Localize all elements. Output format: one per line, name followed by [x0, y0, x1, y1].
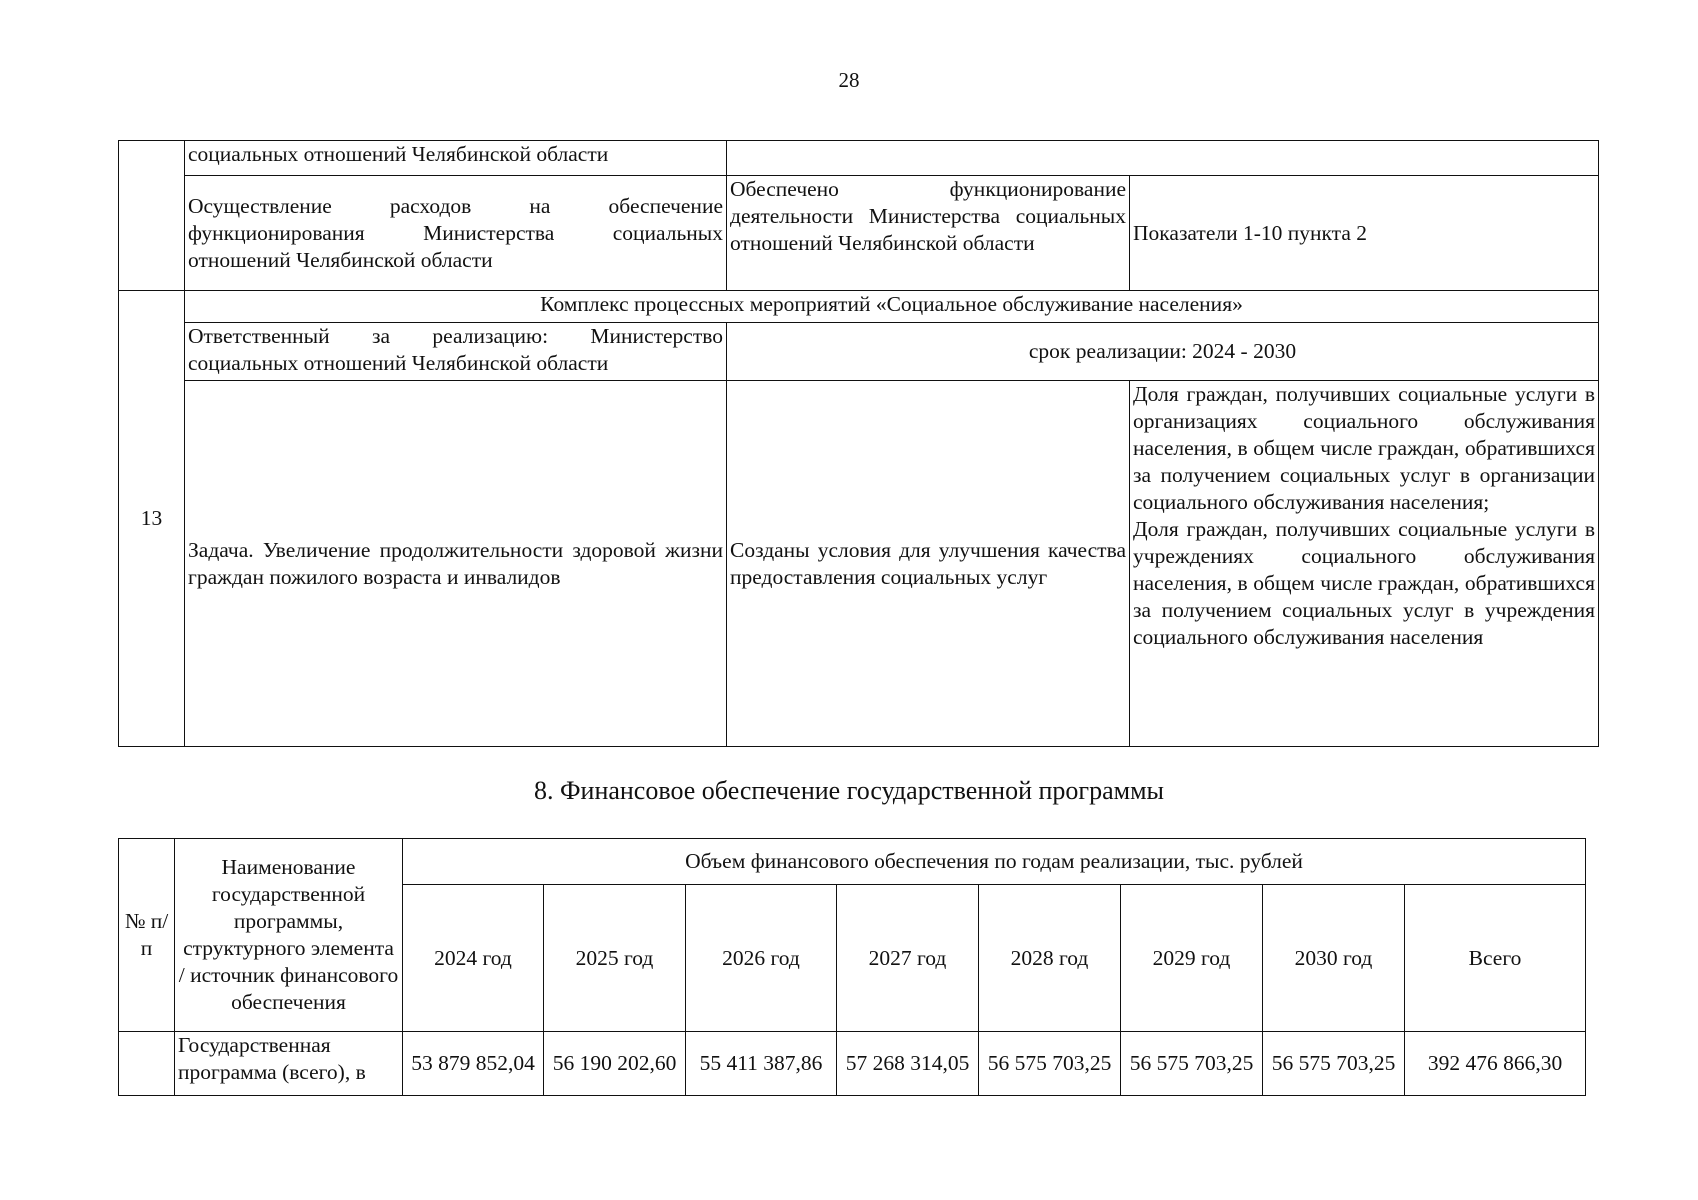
complex-title: Комплекс процессных мероприятий «Социальное обслуживание населения» — [185, 291, 1599, 323]
result-functioning: Обеспечено функционирование деятельности Министерства социальных отношений Челябинской области — [727, 176, 1130, 291]
header-year-2025: 2025 год — [544, 885, 686, 1032]
responsible-continuation: социальных отношений Челябинской области — [185, 141, 727, 176]
page-number: 28 — [838, 68, 860, 92]
program-row-number — [119, 1032, 175, 1096]
row-number-cell — [119, 141, 185, 291]
value-2024: 53 879 852,04 — [403, 1032, 544, 1096]
header-number: № п/п — [119, 839, 175, 1032]
header-year-2029: 2029 год — [1121, 885, 1263, 1032]
value-2030: 56 575 703,25 — [1263, 1032, 1405, 1096]
implementation-term: срок реализации: 2024 - 2030 — [727, 323, 1599, 381]
section-heading: 8. Финансовое обеспечение государственной программы — [533, 776, 1165, 805]
value-2029: 56 575 703,25 — [1121, 1032, 1263, 1096]
indicators-cell — [1130, 381, 1599, 747]
program-row-name: Государственная программа (всего), в — [175, 1032, 403, 1096]
expected-result: Созданы условия для улучшения качества предоставления социальных услуг — [727, 381, 1130, 747]
header-volume: Объем финансового обеспечения по годам реализации, тыс. рублей — [403, 839, 1586, 885]
header-total: Всего — [1405, 885, 1586, 1032]
empty-cell — [727, 141, 1599, 176]
value-2026: 55 411 387,86 — [686, 1032, 837, 1096]
value-2025: 56 190 202,60 — [544, 1032, 686, 1096]
indicator-institutions: Доля граждан, получивших социальные услуги в учреждениях социального обслуживания населения, в общем числе граждан, обратившихся за получением социальных услуг в учреждения социального обслуживания населения — [1133, 517, 1595, 649]
header-year-2024: 2024 год — [403, 885, 544, 1032]
header-year-2030: 2030 год — [1263, 885, 1405, 1032]
financing-table — [118, 838, 1586, 1096]
header-year-2026: 2026 год — [686, 885, 837, 1032]
value-2027: 57 268 314,05 — [837, 1032, 979, 1096]
value-total: 392 476 866,30 — [1405, 1032, 1586, 1096]
header-year-2027: 2027 год — [837, 885, 979, 1032]
indicator-organizations: Доля граждан, получивших социальные услуги в организациях социального обслуживания населения, в общем числе граждан, обратившихся за получением социальных услуг в организации социального обслуживания населения; — [1133, 382, 1595, 514]
header-program-name: Наименование государственной программы, структурного элемента / источник финансового обеспечения — [175, 839, 403, 1032]
indicators-reference: Показатели 1-10 пункта 2 — [1130, 176, 1599, 291]
task-description: Задача. Увеличение продолжительности здоровой жизни граждан пожилого возраста и инвалидов — [185, 381, 727, 747]
value-2028: 56 575 703,25 — [979, 1032, 1121, 1096]
activities-table — [118, 140, 1599, 747]
row-number-13: 13 — [119, 291, 185, 747]
header-year-2028: 2028 год — [979, 885, 1121, 1032]
task-expenses: Осуществление расходов на обеспечение функционирования Министерства социальных отношений Челябинской области — [185, 176, 727, 291]
responsible-ministry: Ответственный за реализацию: Министерство социальных отношений Челябинской области — [185, 323, 727, 381]
